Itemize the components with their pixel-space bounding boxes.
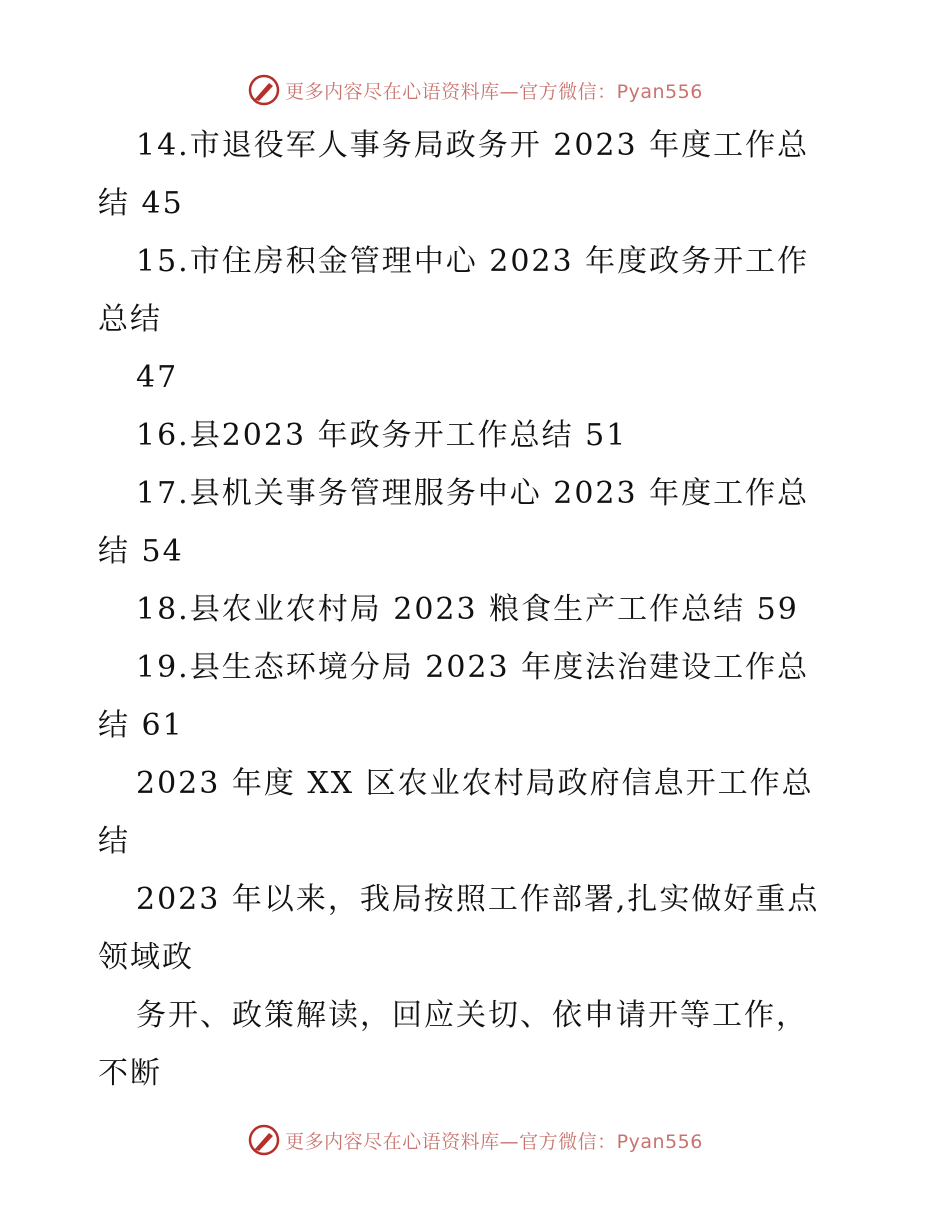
text-line: 结: [98, 824, 130, 859]
text-line: 总结: [98, 302, 162, 337]
text-line: 领域政: [98, 940, 194, 975]
text-line: 结 45: [98, 186, 184, 221]
text-line: 2023 年度 XX 区农业农村局政府信息开工作总: [136, 766, 814, 801]
text-line: 不断: [98, 1056, 162, 1091]
text-line: 15.市住房积金管理中心 2023 年度政务开工作: [136, 244, 810, 279]
text-line: 47: [136, 360, 179, 395]
text-line: 16.县2023 年政务开工作总结 51: [136, 418, 628, 453]
watermark-text: 更多内容尽在心语资料库—官方微信：Pyan556: [285, 1130, 703, 1153]
header-watermark: [0, 70, 950, 110]
text-line: 19.县生态环境分局 2023 年度法治建设工作总: [136, 650, 810, 685]
text-line: 14.市退役军人事务局政务开 2023 年度工作总: [136, 128, 810, 163]
text-line: 务开、政策解读，回应关切、依申请开等工作，: [136, 998, 808, 1033]
text-line: 18.县农业农村局 2023 粮食生产工作总结 59: [136, 592, 799, 627]
text-line: 17.县机关事务管理服务中心 2023 年度工作总: [136, 476, 810, 511]
text-line: 2023 年以来，我局按照工作部署,扎实做好重点: [136, 882, 820, 917]
pen-logo-icon: [247, 1123, 281, 1157]
footer-watermark: [0, 1120, 950, 1160]
pen-logo-icon: [247, 73, 281, 107]
text-line: 结 61: [98, 708, 184, 743]
watermark-text: 更多内容尽在心语资料库—官方微信：Pyan556: [285, 80, 703, 103]
text-line: 结 54: [98, 534, 184, 569]
